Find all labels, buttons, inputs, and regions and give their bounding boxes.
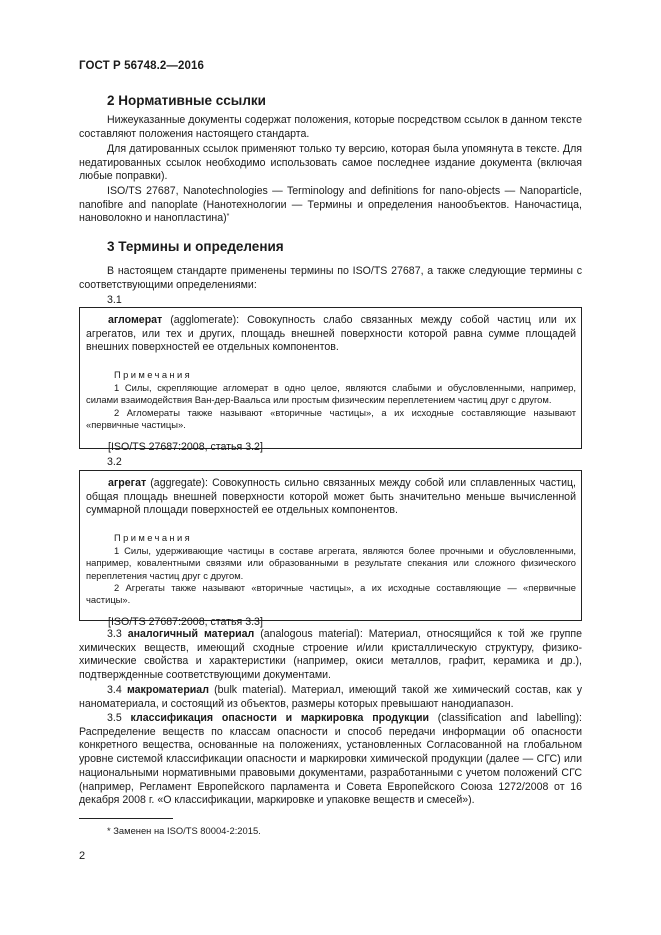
term-3-3-definition: (analogous material): Материал, относящийся к той же группе химических веществ, имеющий сходные строение и/или кристаллическую структуру, физико-химические свойства и характеристики (например, окиси металлов, графит, керамика и др.), подтвержденные соответствующими документами. bbox=[79, 628, 582, 682]
term-3-2-source: [ISO/TS 27687:2008, статья 3.3] bbox=[108, 616, 263, 629]
term-3-3-number: 3.3 bbox=[107, 628, 122, 640]
section-2-paragraph-2: Для датированных ссылок применяют только ту версию, которая была упомянута в тексте. Для недатированных ссылок необходимо использовать самое последнее издание документа (включая любые поправки). bbox=[79, 143, 582, 183]
section-2-paragraph-3 bbox=[79, 185, 582, 226]
term-3-2-term: агрегат bbox=[108, 477, 147, 489]
term-3-1-definition bbox=[86, 314, 576, 355]
term-3-1-definition-text: (agglomerate): Совокупность слабо связанных между собой частиц или их агрегатов, или тех и других, площадь внешней поверхности которой равна сумме площадей внешних поверхностей ее отдельных компонентов. bbox=[86, 314, 576, 354]
term-3-5-number: 3.5 bbox=[107, 712, 122, 724]
term-3-4-definition: (bulk material). Материал, имеющий такой же химический состав, как у наноматериала, и состоящий из объектов, размеры которых превышают нанодиапазон. bbox=[79, 684, 583, 710]
term-3-3 bbox=[79, 628, 582, 683]
term-3-1-source: [ISO/TS 27687:2008, статья 3.2] bbox=[108, 440, 263, 453]
term-3-4-number: 3.4 bbox=[107, 684, 122, 696]
term-3-2-definition bbox=[86, 477, 576, 518]
term-3-5-term: классификация опасности и маркировка продукции bbox=[130, 712, 430, 724]
term-3-2-box bbox=[79, 470, 582, 629]
section-3-title: 3 Термины и определения bbox=[107, 239, 284, 254]
term-3-4 bbox=[79, 684, 582, 711]
page-number: 2 bbox=[79, 850, 86, 862]
term-3-2-note-1: 1 Силы, удерживающие частицы в составе агрегата, являются более прочными и обусловленными, например, ковалентными связями или образованными в результате спекания или сложного физического переплетения частиц друг с другом. bbox=[86, 545, 576, 581]
section-2-title: 2 Нормативные ссылки bbox=[107, 93, 266, 108]
term-3-5-definition: (classification and labelling): Распределение веществ по классам опасности и способ передачи информации об опасности конкретного вещества, основанные на положениях, установленных Согласованной на глобальном уровне системой классификации опасности и маркировки химической продукции (далее — СГС) или национальными нормативными правовыми документами, разработанными с учетом положений СГС (например, Регламент Европейского парламента и Совета Европейского Союза 1272/2008 от 16 декабря 2008 г. «О классификации, маркировке и упаковке веществ и смесей»). bbox=[79, 712, 582, 807]
term-3-1-box bbox=[79, 307, 582, 453]
footnote: * Заменен на ISO/TS 80004-2:2015. bbox=[107, 825, 261, 836]
term-3-2-note-2: 2 Агрегаты также называют «вторичные частицы», а их исходные составляющие — «первичные частицы». bbox=[86, 581, 576, 605]
term-3-2-notes-title: Примечания bbox=[114, 532, 193, 544]
term-3-2-number: 3.2 bbox=[107, 456, 122, 468]
term-3-1-term: агломерат bbox=[108, 314, 163, 326]
term-3-2-definition-text: (aggregate): Совокупность сильно связанных между собой или сплавленных частиц, общая площадь внешней поверхности которой может быть значительно меньше вычисленной суммарной площади поверхностей ее отдельных компонентов. bbox=[86, 477, 576, 517]
term-3-1-note-1: 1 Силы, скрепляющие агломерат в одно целое, являются слабыми и обусловленными, например, силами взаимодействия Ван-дер-Ваальса или простым физическим переплетением частиц друг с другом. bbox=[86, 382, 576, 406]
term-3-3-term: аналогичный материал bbox=[127, 628, 255, 640]
reference-text: ISO/TS 27687, Nanotechnologies — Terminology and definitions for nano-objects — Nanoparticle, nanofibre and nanoplate (Нанотехнологии — Термины и определения нанообъектов. Наночастица, нановолокно и нанопластина) bbox=[79, 185, 582, 225]
term-3-1-notes-title: Примечания bbox=[114, 369, 193, 381]
footnote-divider bbox=[79, 818, 173, 819]
section-2-paragraph-1: Нижеуказанные документы содержат положения, которые посредством ссылок в данном тексте составляют положения настоящего стандарта. bbox=[79, 114, 582, 140]
footnote-marker: * bbox=[226, 213, 230, 221]
term-3-4-term: макроматериал bbox=[126, 684, 209, 696]
document-header: ГОСТ Р 56748.2—2016 bbox=[79, 60, 204, 72]
term-3-5 bbox=[79, 712, 582, 808]
term-3-1-note-2: 2 Агломераты также называют «вторичные частицы», а их исходные составляющие называют «первичные частицы». bbox=[86, 406, 576, 430]
term-3-1-number: 3.1 bbox=[107, 294, 122, 306]
section-3-intro: В настоящем стандарте применены термины по ISO/TS 27687, а также следующие термины с соответствующими определениями: bbox=[79, 265, 582, 291]
